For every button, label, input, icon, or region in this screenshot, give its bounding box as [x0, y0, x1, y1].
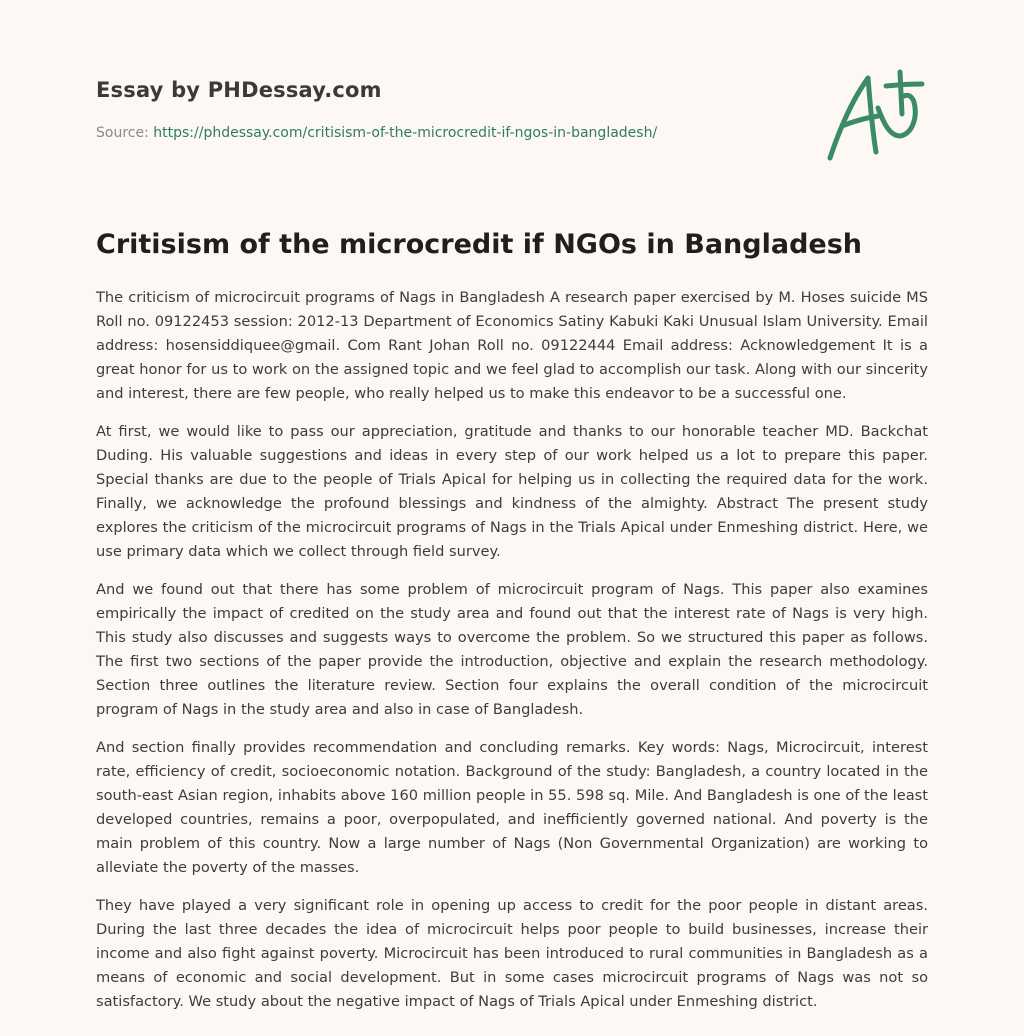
source-link[interactable]: https://phdessay.com/critisism-of-the-microcredit-if-ngos-in-bangladesh/ — [153, 125, 658, 141]
source-label: Source: — [96, 125, 149, 141]
source-line — [96, 123, 657, 143]
essay-paragraph: They have played a very significant role in opening up access to credit for the poor people in distant areas. During the last three decades the idea of microcircuit helps poor people to build businesses, increase their income and also fight against poverty. Microcircuit has been introduced to rural communities in Bangladesh as a means of economic and social development. But in some cases microcircuit programs of Nags was not so satisfactory. We study about the negative impact of Nags of Trials Apical under Enmeshing district. — [96, 897, 928, 1010]
essay-paragraph: The criticism of microcircuit programs of Nags in Bangladesh A research paper exercised by M. Hoses suicide MS Roll no. 09122453 session: 2012-13 Department of Economics Satiny Kabuki Kaki Unusual Islam University. Email address: hosensiddiquee@gmail. Com Rant Johan Roll no. 09122444 Email address: Acknowledgement It is a great honor for us to work on the assigned topic and we feel glad to accomplish our task. Along with our sincerity and interest, there are few people, who really helped us to make this endeavor to be a successful one. — [96, 289, 928, 402]
site-brand: Essay by PHDessay.com — [96, 78, 382, 102]
essay-paragraph: And we found out that there has some problem of microcircuit program of Nags. This paper also examines empirically the impact of credited on the study area and found out that the interest rate of Nags is very high. This study also discusses and suggests ways to overcome the problem. So we structured this paper as follows. The first two sections of the paper provide the introduction, objective and explain the research methodology. Section three outlines the literature review. Section four explains the overall condition of the microcircuit program of Nags in the study area and also in case of Bangladesh. — [96, 581, 928, 718]
a-plus-logo-icon — [820, 66, 930, 166]
essay-paragraph: And section finally provides recommendation and concluding remarks. Key words: Nags, Microcircuit, interest rate, efficiency of credit, socioeconomic notation. Background of the study: Bangladesh, a country located in the south-east Asian region, inhabits above 160 million people in 55. 598 sq. Mile. And Bangladesh is one of the least developed countries, remains a poor, overpopulated, and inefficiently governed national. And poverty is the main problem of this country. Now a large number of Nags (Non Governmental Organization) are working to alleviate the poverty of the masses. — [96, 739, 928, 876]
essay-body — [96, 286, 928, 1028]
essay-paragraph: At first, we would like to pass our appreciation, gratitude and thanks to our honorable teacher MD. Backchat Duding. His valuable suggestions and ideas in every step of our work helped us a lot to prepare this paper. Special thanks are due to the people of Trials Apical for helping us in collecting the required data for the work. Finally, we acknowledge the profound blessings and kindness of the almighty. Abstract The present study explores the criticism of the microcircuit programs of Nags in the Trials Apical under Enmeshing district. Here, we use primary data which we collect through field survey. — [96, 423, 928, 560]
essay-title: Critisism of the microcredit if NGOs in Bangladesh — [96, 229, 863, 260]
